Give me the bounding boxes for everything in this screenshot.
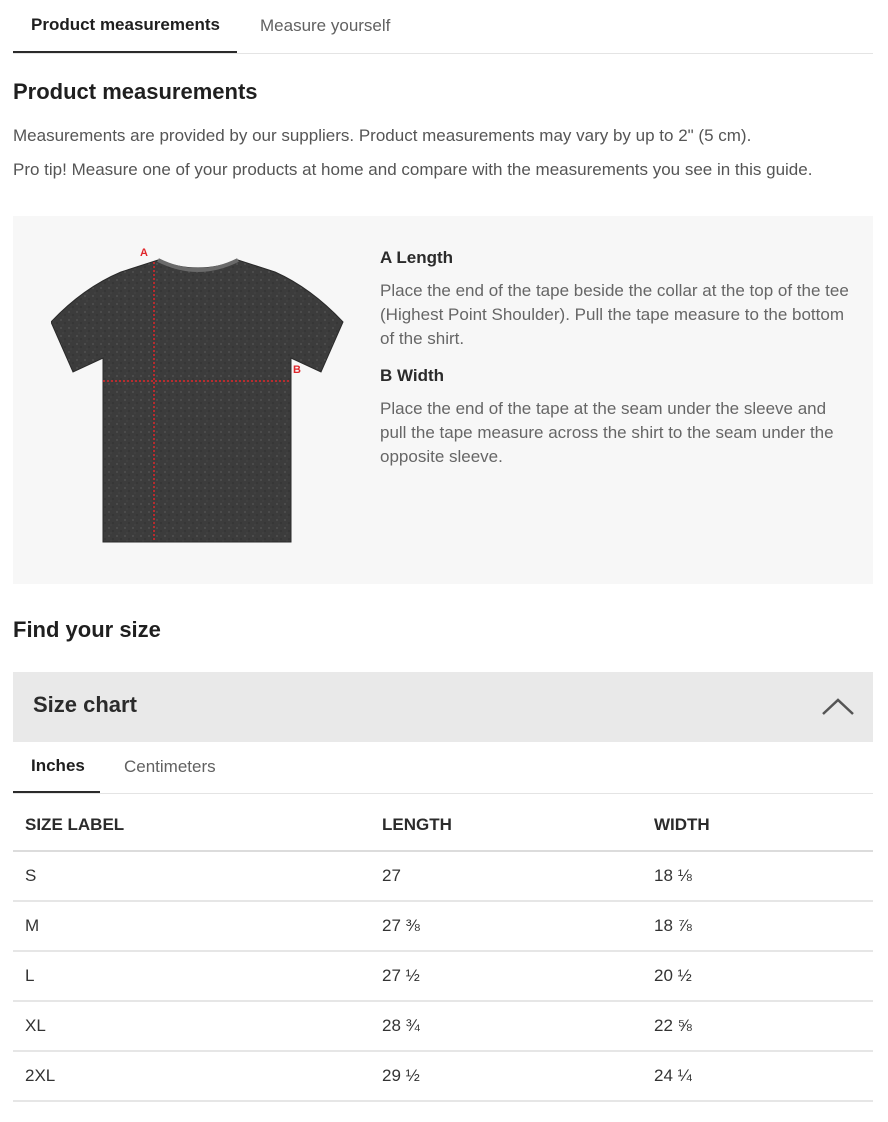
intro-line-2: Pro tip! Measure one of your products at home and compare with the measurements you see in this guide. — [13, 160, 813, 179]
cell-size: 2XL — [13, 1051, 370, 1101]
width-title: B Width — [380, 366, 445, 385]
cell-size: XL — [13, 1001, 370, 1051]
column-header-size: SIZE LABEL — [13, 800, 370, 851]
cell-width: 20 ½ — [642, 951, 873, 1001]
cell-length: 29 ½ — [370, 1051, 642, 1101]
size-table — [13, 800, 873, 1102]
column-header-width: WIDTH — [642, 800, 873, 851]
marker-a: A — [140, 247, 148, 259]
tab-product-measurements[interactable] — [13, 0, 237, 53]
table-row — [13, 901, 873, 951]
section-title: Product measurements — [13, 79, 258, 104]
cell-width: 24 ¼ — [642, 1051, 873, 1101]
size-chart-title: Size chart — [33, 692, 137, 717]
table-header-row — [13, 800, 873, 851]
cell-size: M — [13, 901, 370, 951]
cell-width: 18 ⅞ — [642, 901, 873, 951]
cell-width: 22 ⅝ — [642, 1001, 873, 1051]
measurement-tabs — [13, 0, 873, 54]
tab-label: Centimeters — [124, 756, 216, 776]
tshirt-measurement-image — [51, 246, 345, 548]
size-chart-accordion-header[interactable] — [13, 672, 873, 742]
measurement-instructions — [380, 246, 855, 482]
tshirt-body — [51, 260, 343, 542]
tab-inches[interactable] — [13, 742, 100, 793]
intro-line-1: Measurements are provided by our suppliers. Product measurements may vary by up to 2" (5 cm). — [13, 126, 752, 145]
cell-length: 27 ⅜ — [370, 901, 642, 951]
chevron-up-icon[interactable] — [821, 696, 855, 716]
cell-size: L — [13, 951, 370, 1001]
table-row — [13, 951, 873, 1001]
width-description: Place the end of the tape at the seam under the sleeve and pull the tape measure across the shirt to the seam under the opposite sleeve. — [380, 399, 834, 466]
marker-b: B — [293, 364, 301, 376]
length-title: A Length — [380, 248, 454, 267]
tab-label: Product measurements — [31, 14, 220, 34]
column-header-length: LENGTH — [370, 800, 642, 851]
unit-tabs — [13, 742, 873, 794]
tab-centimeters[interactable] — [100, 742, 216, 793]
cell-size: S — [13, 851, 370, 901]
measurement-panel — [13, 216, 873, 584]
cell-length: 27 — [370, 851, 642, 901]
table-row — [13, 851, 873, 901]
tab-label: Measure yourself — [260, 15, 391, 35]
cell-width: 18 ⅛ — [642, 851, 873, 901]
length-description: Place the end of the tape beside the collar at the top of the tee (Highest Point Shoulder). Pull the tape measure to the bottom of the shirt. — [380, 281, 849, 348]
table-row — [13, 1051, 873, 1101]
find-size-title: Find your size — [13, 617, 161, 642]
table-row — [13, 1001, 873, 1051]
cell-length: 27 ½ — [370, 951, 642, 1001]
tab-label: Inches — [31, 755, 85, 775]
tab-measure-yourself[interactable] — [237, 0, 390, 53]
cell-length: 28 ¾ — [370, 1001, 642, 1051]
